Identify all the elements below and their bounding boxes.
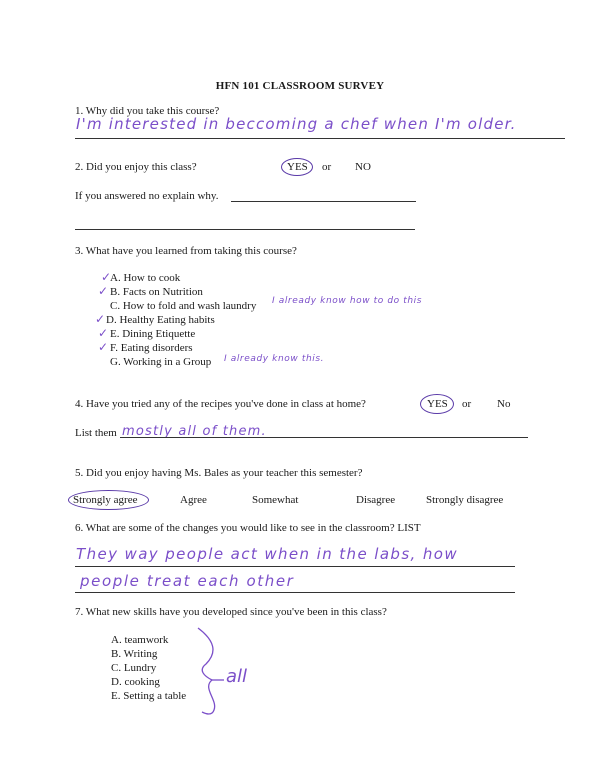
q7-item-d[interactable]: D. cooking [111,676,160,688]
q3-note-c: I already know how to do this [272,296,423,306]
q3-item-f[interactable]: F. Eating disorders [110,342,193,354]
q6-question: 6. What are some of the changes you would like to see in the classroom? LIST [75,522,421,534]
q5-option-agree[interactable]: Agree [180,494,207,506]
q4-or: or [462,398,472,410]
q3-item-g[interactable]: G. Working in a Group [110,356,212,368]
q4-list-label: List them [75,427,117,439]
q5-question: 5. Did you enjoy having Ms. Bales as your teacher this semester? [75,467,363,479]
q4-no[interactable]: No [497,398,511,410]
q3-check-a: ✓ [101,270,112,284]
q5-option-strongly-agree[interactable]: Strongly agree [73,494,138,506]
q2-yes[interactable]: YES [287,161,308,173]
q2-or: or [322,161,332,173]
q7-item-c[interactable]: C. Lundry [111,662,157,674]
q7-answer: all [226,666,248,687]
q4-list-answer: mostly all of them. [122,424,267,439]
q2-no[interactable]: NO [355,161,371,173]
q6-answer-line1: They way people act when in the labs, how [76,545,459,563]
q5-option-strongly-disagree[interactable]: Strongly disagree [426,494,504,506]
q2-question: 2. Did you enjoy this class? [75,161,197,173]
q3-question: 3. What have you learned from taking this course? [75,245,297,257]
q3-item-a[interactable]: A. How to cook [110,272,181,284]
q4-yes[interactable]: YES [427,398,448,410]
q1-question: 1. Why did you take this course? [75,105,220,117]
q3-item-d[interactable]: D. Healthy Eating habits [106,314,215,326]
q1-answer: I'm interested in beccoming a chef when I'm older. [76,115,517,133]
q3-check-e: ✓ [98,326,109,340]
q7-question: 7. What new skills have you developed since you've been in this class? [75,606,387,618]
q7-item-b[interactable]: B. Writing [111,648,158,660]
q3-check-b: ✓ [98,284,109,298]
q4-question: 4. Have you tried any of the recipes you've done in class at home? [75,398,366,410]
q5-option-somewhat[interactable]: Somewhat [252,494,299,506]
q7-item-a[interactable]: A. teamwork [111,634,169,646]
q3-item-b[interactable]: B. Facts on Nutrition [110,286,203,298]
q6-answer-line2: people treat each other [80,572,295,590]
q5-option-disagree[interactable]: Disagree [356,494,396,506]
q2-explain-label: If you answered no explain why. [75,190,219,202]
q7-item-e[interactable]: E. Setting a table [111,690,187,702]
q3-note-g: I already know this. [224,354,325,364]
q3-item-c[interactable]: C. How to fold and wash laundry [110,300,257,312]
survey-title: HFN 101 CLASSROOM SURVEY [215,80,385,92]
q3-check-d: ✓ [95,312,106,326]
q3-item-e[interactable]: E. Dining Etiquette [110,328,196,340]
q3-check-f: ✓ [98,340,109,354]
